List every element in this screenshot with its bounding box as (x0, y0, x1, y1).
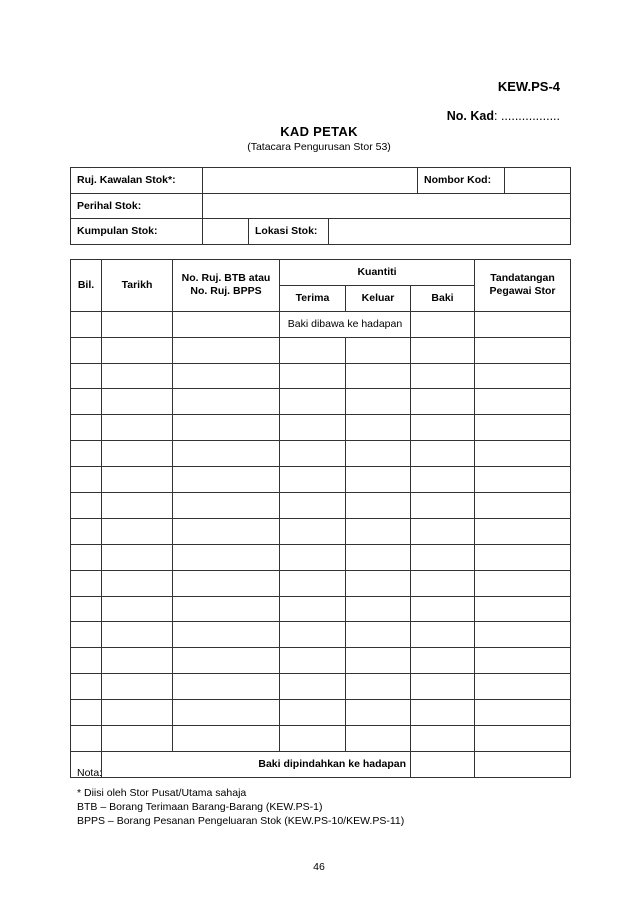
ledger-cell[interactable] (173, 544, 280, 570)
table-row (71, 700, 571, 726)
ledger-cell[interactable] (411, 700, 475, 726)
ledger-cell[interactable] (411, 674, 475, 700)
ledger-cell[interactable] (71, 467, 102, 493)
col-quantity-header: Kuantiti (280, 260, 475, 286)
ledger-cell[interactable] (346, 518, 411, 544)
ledger-cell[interactable] (346, 337, 411, 363)
ledger-cell[interactable] (71, 337, 102, 363)
ledger-cell[interactable] (475, 544, 571, 570)
col-received-header: Terima (280, 285, 346, 311)
ledger-cell[interactable] (71, 415, 102, 441)
ledger-cell[interactable] (102, 570, 173, 596)
table-row (71, 518, 571, 544)
ledger-cell[interactable] (173, 518, 280, 544)
ledger-cell[interactable] (102, 415, 173, 441)
stock-location-field[interactable] (329, 219, 571, 245)
table-row (71, 596, 571, 622)
info-row-group (71, 219, 571, 245)
form-code: KEW.PS-4 (497, 79, 560, 94)
stock-ledger-table (70, 259, 571, 778)
ledger-cell[interactable] (102, 674, 173, 700)
ledger-cell[interactable] (102, 648, 173, 674)
ledger-cell[interactable] (411, 415, 475, 441)
ledger-cell[interactable] (475, 518, 571, 544)
ledger-cell[interactable] (475, 441, 571, 467)
ledger-cell[interactable] (173, 337, 280, 363)
ledger-cell[interactable] (346, 544, 411, 570)
ledger-cell[interactable] (475, 700, 571, 726)
ledger-cell[interactable] (280, 389, 346, 415)
ledger-cell[interactable] (346, 726, 411, 752)
ledger-cell[interactable] (280, 415, 346, 441)
ledger-cell[interactable] (346, 467, 411, 493)
ledger-cell[interactable] (280, 674, 346, 700)
ledger-cell[interactable] (411, 570, 475, 596)
table-row (71, 415, 571, 441)
ledger-cell[interactable] (71, 648, 102, 674)
table-row (71, 467, 571, 493)
ledger-cell[interactable] (71, 596, 102, 622)
ledger-cell[interactable] (102, 441, 173, 467)
ledger-cell[interactable] (475, 726, 571, 752)
ledger-cell[interactable] (411, 311, 475, 337)
ledger-cell[interactable] (475, 363, 571, 389)
ledger-cell[interactable] (475, 674, 571, 700)
table-row (71, 648, 571, 674)
ledger-cell[interactable] (280, 622, 346, 648)
ledger-cell[interactable] (475, 311, 571, 337)
document-title: KAD PETAK (280, 124, 358, 139)
ledger-cell[interactable] (71, 493, 102, 519)
ledger-cell[interactable] (71, 518, 102, 544)
card-number (447, 109, 560, 123)
ledger-cell[interactable] (475, 337, 571, 363)
ledger-header-row (71, 260, 571, 286)
ledger-cell[interactable] (71, 544, 102, 570)
ledger-cell[interactable] (280, 570, 346, 596)
ledger-cell[interactable] (346, 441, 411, 467)
ledger-cell[interactable] (280, 596, 346, 622)
ledger-cell[interactable] (346, 648, 411, 674)
ledger-cell[interactable] (346, 389, 411, 415)
ledger-cell[interactable] (173, 726, 280, 752)
ledger-cell[interactable] (102, 544, 173, 570)
col-date-header: Tarikh (102, 260, 173, 312)
table-row (71, 337, 571, 363)
ledger-cell[interactable] (71, 700, 102, 726)
ledger-body (71, 337, 571, 751)
col-reference-line1: No. Ruj. BTB atau (181, 272, 271, 285)
col-signature-line1: Tandatangan (490, 272, 555, 285)
ledger-cell[interactable] (346, 674, 411, 700)
table-row (71, 493, 571, 519)
col-issued-header: Keluar (346, 285, 411, 311)
ledger-cell[interactable] (411, 467, 475, 493)
ledger-cell[interactable] (475, 570, 571, 596)
ledger-cell[interactable] (102, 311, 173, 337)
ledger-cell[interactable] (102, 622, 173, 648)
ledger-cell[interactable] (411, 389, 475, 415)
ledger-cell[interactable] (346, 596, 411, 622)
ledger-cell[interactable] (173, 674, 280, 700)
table-row (71, 544, 571, 570)
ledger-cell[interactable] (411, 596, 475, 622)
brought-forward-label: Baki dibawa ke hadapan (280, 311, 411, 337)
ledger-cell[interactable] (280, 363, 346, 389)
ledger-cell[interactable] (102, 700, 173, 726)
ledger-cell[interactable] (411, 518, 475, 544)
ledger-cell[interactable] (346, 363, 411, 389)
ledger-cell[interactable] (411, 493, 475, 519)
info-row-subject (71, 193, 571, 219)
stock-location-label: Lokasi Stok: (249, 219, 329, 245)
ledger-cell[interactable] (475, 467, 571, 493)
ledger-cell[interactable] (173, 596, 280, 622)
ledger-cell[interactable] (475, 415, 571, 441)
note-line: * Diisi oleh Stor Pusat/Utama sahaja (77, 787, 247, 799)
ledger-cell[interactable] (280, 648, 346, 674)
note-line: BTB – Borang Terimaan Barang-Barang (KEW.PS-1) (77, 801, 323, 813)
card-number-value: : ................. (494, 109, 560, 123)
ledger-cell[interactable] (71, 441, 102, 467)
ledger-cell[interactable] (411, 751, 475, 777)
ledger-cell[interactable] (102, 467, 173, 493)
ledger-cell[interactable] (280, 700, 346, 726)
note-line: BPPS – Borang Pesanan Pengeluaran Stok (KEW.PS-10/KEW.PS-11) (77, 815, 405, 827)
ledger-cell[interactable] (475, 596, 571, 622)
page-number: 46 (313, 861, 325, 873)
ledger-cell[interactable] (102, 389, 173, 415)
ledger-cell[interactable] (173, 493, 280, 519)
ledger-cell[interactable] (475, 648, 571, 674)
ledger-cell[interactable] (280, 441, 346, 467)
ledger-cell[interactable] (102, 518, 173, 544)
code-number-field[interactable] (505, 168, 571, 194)
ledger-cell[interactable] (280, 518, 346, 544)
ledger-cell[interactable] (411, 648, 475, 674)
ledger-cell[interactable] (102, 493, 173, 519)
ledger-cell[interactable] (280, 726, 346, 752)
ledger-cell[interactable] (475, 751, 571, 777)
ledger-cell[interactable] (173, 363, 280, 389)
table-row (71, 726, 571, 752)
ledger-cell[interactable] (475, 493, 571, 519)
table-row (71, 389, 571, 415)
ledger-cell[interactable] (102, 337, 173, 363)
ledger-cell[interactable] (346, 493, 411, 519)
stock-control-ref-field[interactable] (203, 168, 418, 194)
ledger-cell[interactable] (71, 726, 102, 752)
ledger-cell[interactable] (173, 441, 280, 467)
ledger-cell[interactable] (71, 674, 102, 700)
table-row (71, 674, 571, 700)
ledger-cell[interactable] (173, 415, 280, 441)
ledger-cell[interactable] (280, 467, 346, 493)
col-reference-line2: No. Ruj. BPPS (190, 285, 262, 298)
table-row (71, 441, 571, 467)
table-row (71, 363, 571, 389)
stock-subject-label: Perihal Stok: (71, 193, 203, 219)
ledger-cell[interactable] (280, 493, 346, 519)
ledger-cell[interactable] (173, 700, 280, 726)
col-signature-line2: Pegawai Stor (489, 285, 556, 298)
stock-info-table (70, 167, 571, 245)
ledger-cell[interactable] (411, 622, 475, 648)
ledger-cell[interactable] (475, 389, 571, 415)
ledger-cell[interactable] (71, 311, 102, 337)
ledger-cell[interactable] (71, 622, 102, 648)
ledger-cell[interactable] (346, 570, 411, 596)
ledger-cell[interactable] (173, 648, 280, 674)
col-signature-header (475, 260, 571, 312)
table-row (71, 622, 571, 648)
ledger-cell[interactable] (411, 337, 475, 363)
table-row (71, 570, 571, 596)
stock-subject-field[interactable] (203, 193, 571, 219)
ledger-cell[interactable] (411, 363, 475, 389)
col-balance-header: Baki (411, 285, 475, 311)
ledger-cell[interactable] (102, 596, 173, 622)
notes-section (77, 766, 404, 828)
document-subtitle: (Tatacara Pengurusan Stor 53) (247, 141, 391, 153)
ledger-cell[interactable] (173, 311, 280, 337)
carried-forward-label: Baki dipindahkan ke hadapan (102, 751, 411, 777)
ledger-cell[interactable] (346, 415, 411, 441)
info-row-control (71, 168, 571, 194)
ledger-cell[interactable] (173, 389, 280, 415)
code-number-label: Nombor Kod: (418, 168, 505, 194)
ledger-cell[interactable] (280, 544, 346, 570)
ledger-cell[interactable] (71, 363, 102, 389)
ledger-cell[interactable] (411, 441, 475, 467)
ledger-cell[interactable] (411, 726, 475, 752)
col-reference-header (173, 260, 280, 312)
ledger-cell[interactable] (346, 700, 411, 726)
ledger-cell[interactable] (411, 544, 475, 570)
stock-group-label: Kumpulan Stok: (71, 219, 203, 245)
ledger-cell[interactable] (173, 622, 280, 648)
stock-control-ref-label: Ruj. Kawalan Stok*: (71, 168, 203, 194)
ledger-cell[interactable] (71, 389, 102, 415)
card-number-label: No. Kad (446, 109, 494, 123)
notes-heading: Nota: (77, 767, 103, 779)
ledger-cell[interactable] (173, 467, 280, 493)
ledger-cell[interactable] (102, 363, 173, 389)
ledger-cell[interactable] (346, 622, 411, 648)
ledger-cell[interactable] (71, 570, 102, 596)
ledger-cell[interactable] (475, 622, 571, 648)
ledger-cell[interactable] (173, 570, 280, 596)
stock-group-field[interactable] (203, 219, 249, 245)
ledger-cell[interactable] (280, 337, 346, 363)
col-no-header: Bil. (71, 260, 102, 312)
brought-forward-row (71, 311, 571, 337)
ledger-cell[interactable] (102, 726, 173, 752)
